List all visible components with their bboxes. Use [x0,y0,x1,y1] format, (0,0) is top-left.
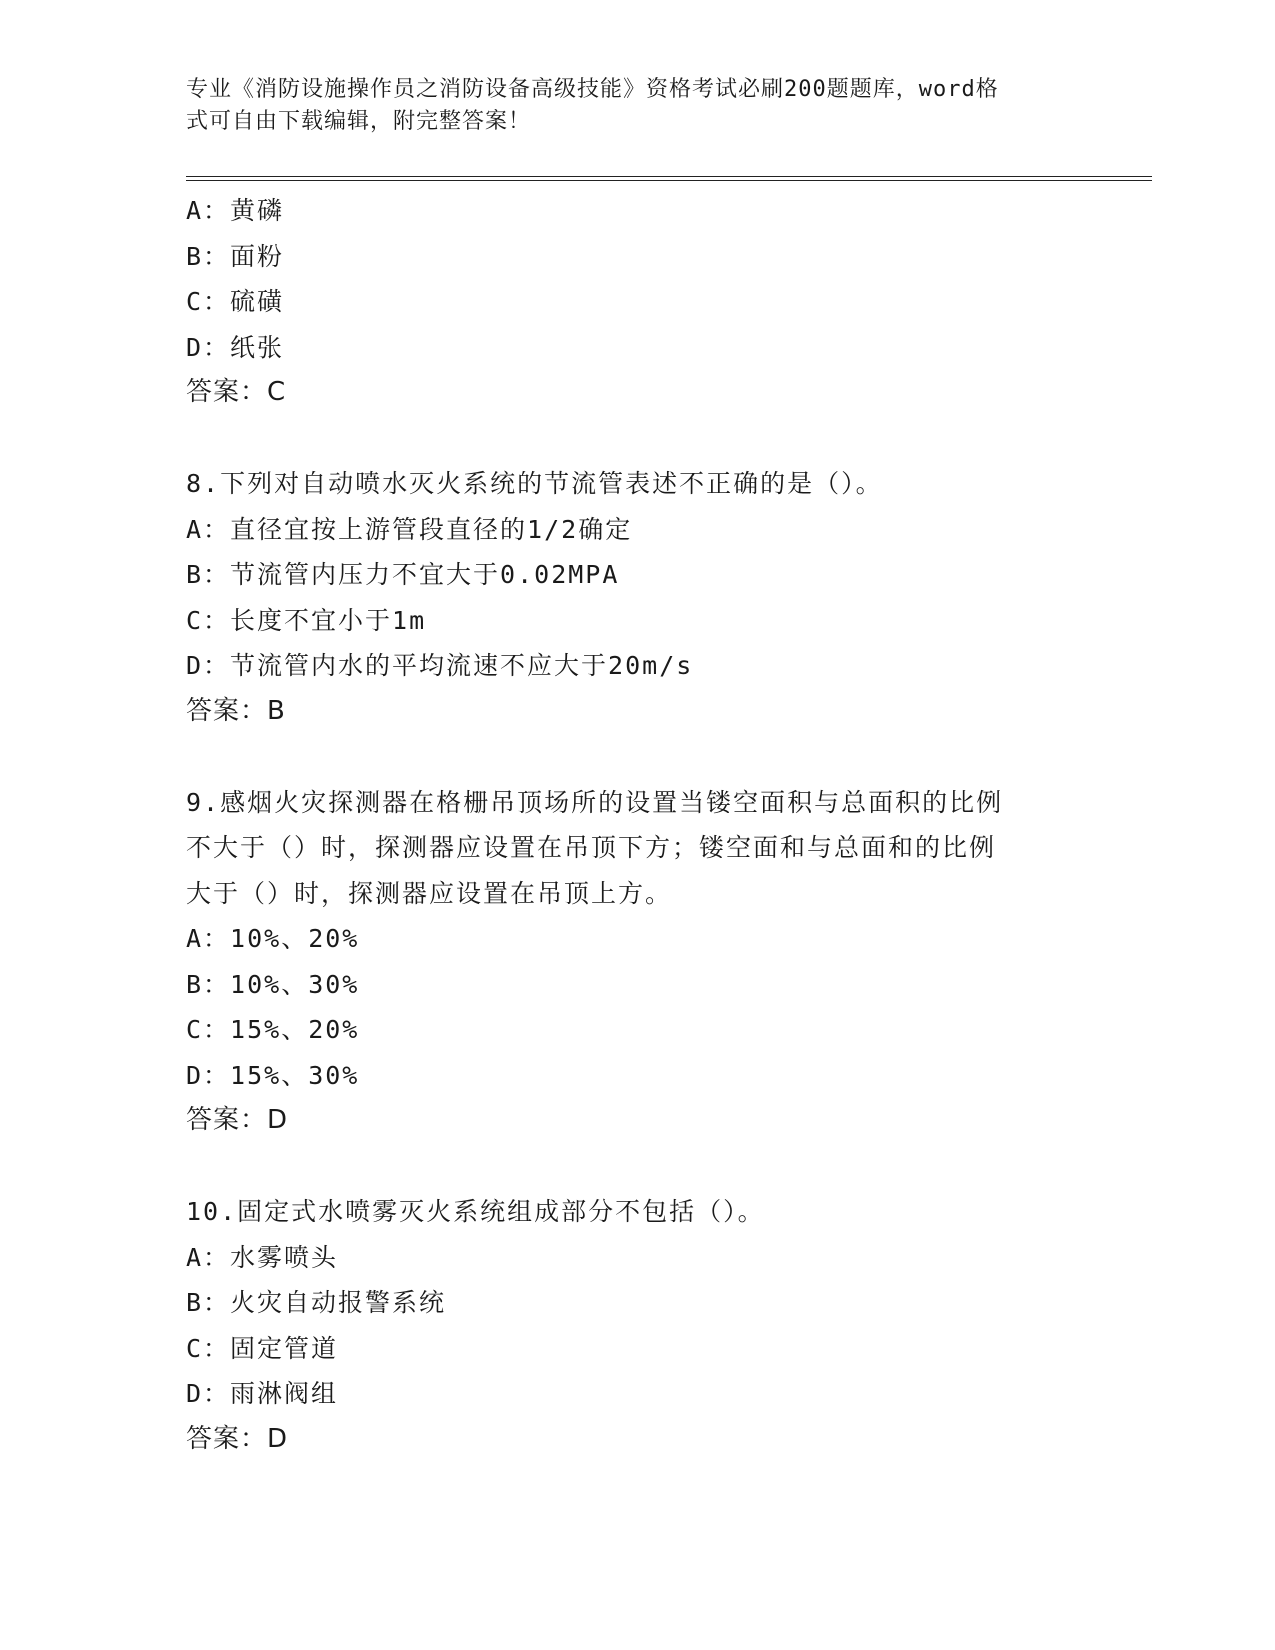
option-b: B：节流管内压力不宜大于0.02MPA [186,560,620,589]
option-a: A：10%、20% [186,924,360,953]
header-line-1: 专业《消防设施操作员之消防设备高级技能》资格考试必刷200题题库，word格 [186,77,999,102]
spacer [186,1144,1066,1190]
spacer [186,416,1066,462]
option-c: C：固定管道 [186,1333,339,1363]
question-7 [186,188,1066,416]
option-d: D：节流管内水的平均流速不应大于20m/s [186,651,694,680]
answer-line: 答案：B [186,695,286,726]
question-stem-line-3: 大于（）时，探测器应设置在吊顶上方。 [186,878,673,908]
answer-line: 答案：C [186,377,287,407]
question-9 [186,780,1066,1144]
option-a: A：黄磷 [186,196,285,225]
option-b: B：10%、30% [186,969,360,999]
option-a: A：水雾喷头 [186,1242,339,1272]
spacer [186,734,1066,780]
option-d: D：15%、30% [186,1060,360,1090]
question-stem-line-1: 9.感烟火灾探测器在格栅吊顶场所的设置当镂空面积与总面积的比例 [186,787,1004,817]
header-line-2: 式可自由下载编辑，附完整答案！ [186,109,532,134]
option-a: A：直径宜按上游管段直径的1/2确定 [186,514,633,544]
option-c: C：长度不宜小于1m [186,605,427,635]
option-d: D：纸张 [186,332,285,362]
question-stem: 8.下列对自动喷水灭火系统的节流管表述不正确的是（）。 [186,469,883,498]
question-stem: 10.固定式水喷雾灭火系统组成部分不包括（）。 [186,1197,765,1226]
option-b: B：火灾自动报警系统 [186,1288,447,1317]
question-8 [186,461,1066,734]
question-list [186,188,1066,1462]
option-c: C：硫磺 [186,287,285,316]
question-stem-line-2: 不大于（）时，探测器应设置在吊顶下方；镂空面和与总面和的比例 [186,833,997,862]
question-10 [186,1189,1066,1462]
option-d: D：雨淋阀组 [186,1379,339,1408]
option-c: C：15%、20% [186,1015,360,1044]
answer-line: 答案：D [186,1105,289,1135]
header-divider [186,176,1152,181]
option-b: B：面粉 [186,241,285,271]
document-header [186,74,1066,138]
answer-line: 答案：D [186,1423,289,1454]
